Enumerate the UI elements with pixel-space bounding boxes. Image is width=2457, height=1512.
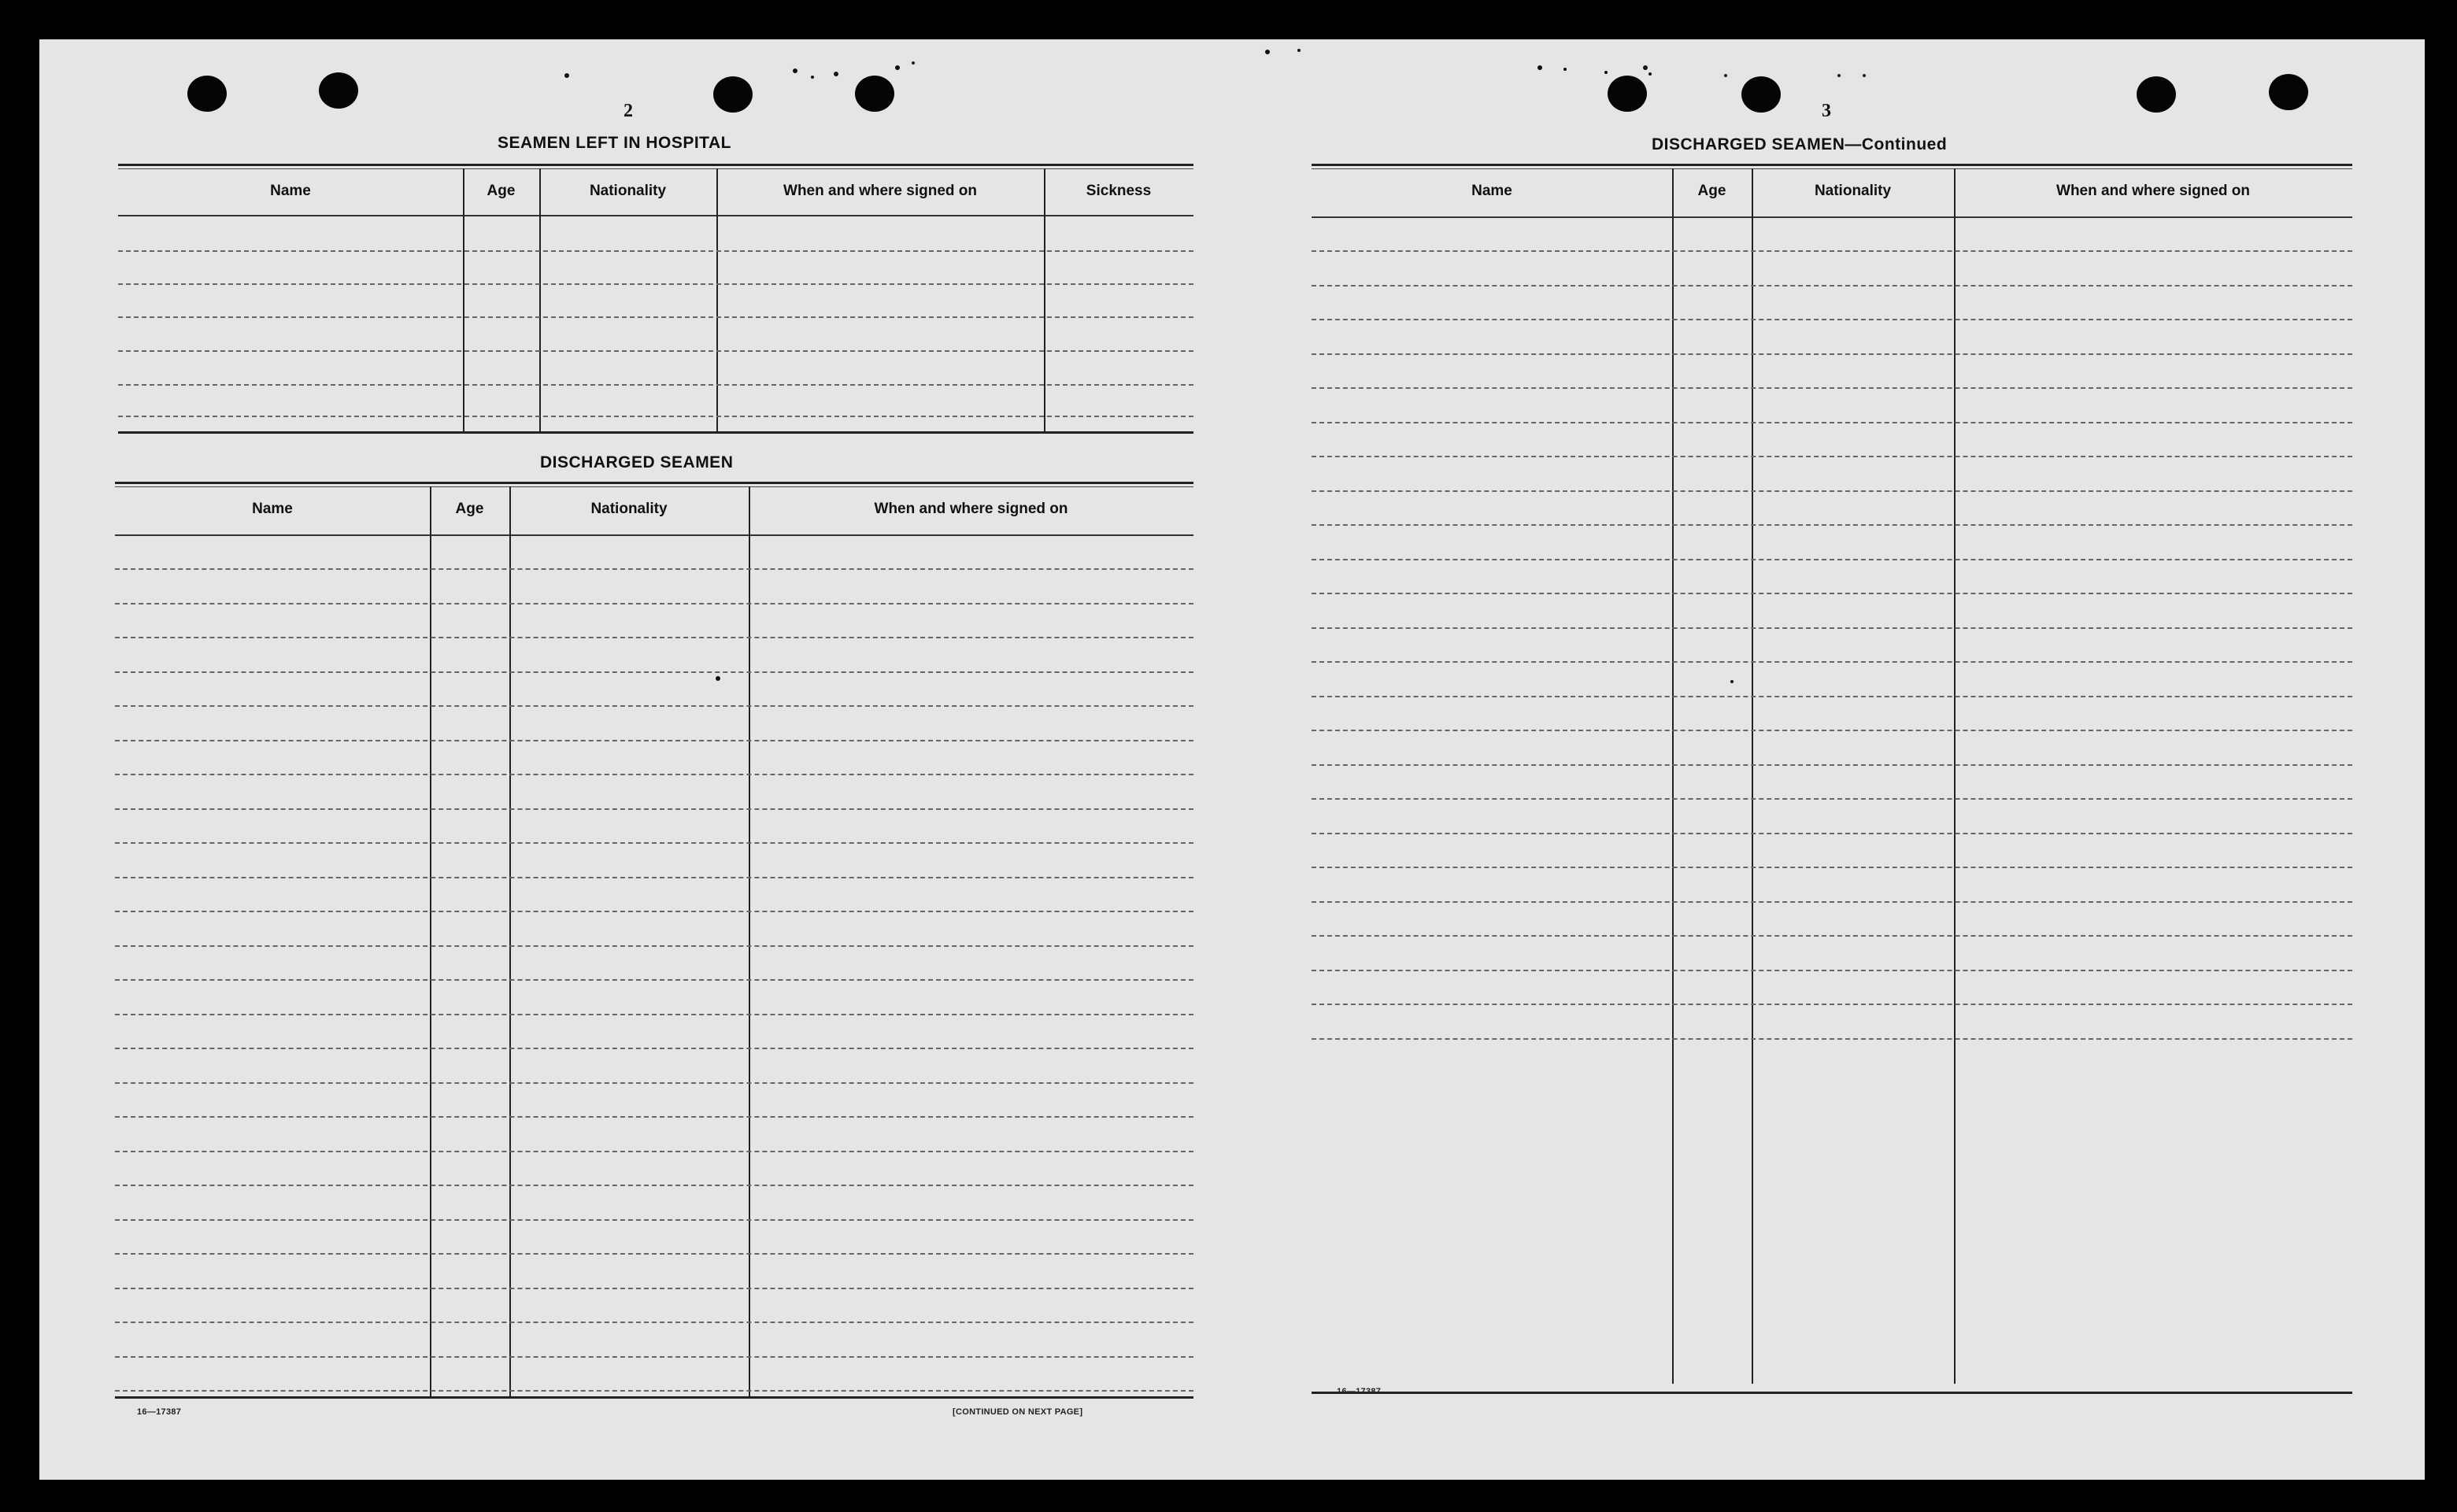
- table-row-line: [1312, 524, 2352, 526]
- table-row-line: [115, 1185, 1193, 1186]
- table-row-line: [115, 1048, 1193, 1049]
- left-page-number: 2: [624, 101, 633, 121]
- discharged-col-age: Age: [455, 501, 484, 517]
- table-row-line: [1312, 833, 2352, 834]
- table-row-line: [115, 774, 1193, 775]
- table-row-line: [115, 1356, 1193, 1358]
- table-row-line: [115, 1082, 1193, 1084]
- hospital-section-title: SEAMEN LEFT IN HOSPITAL: [498, 134, 731, 152]
- table-row-line: [115, 945, 1193, 947]
- form-sheet: [39, 39, 2425, 1480]
- continued-col-name: Name: [1471, 183, 1512, 199]
- hospital-col-age: Age: [487, 183, 516, 199]
- table-row-line: [115, 911, 1193, 912]
- continued-suffix: —Continued: [1845, 135, 1948, 153]
- table-row-line: [1312, 490, 2352, 492]
- continued-col-age: Age: [1697, 183, 1726, 199]
- table-row-line: [1312, 1004, 2352, 1005]
- table-row-line: [115, 1116, 1193, 1118]
- table-row-line: [1312, 250, 2352, 252]
- table-row-line: [115, 979, 1193, 981]
- table-row-line: [1312, 422, 2352, 423]
- continued-note: [CONTINUED ON NEXT PAGE]: [953, 1407, 1083, 1417]
- punch-hole: [2269, 74, 2308, 110]
- table-row-line: [115, 1014, 1193, 1015]
- table-row-line: [1312, 593, 2352, 594]
- hospital-col-name: Name: [270, 183, 311, 199]
- hospital-table: [118, 164, 1193, 471]
- discharged-col-name: Name: [252, 501, 293, 517]
- table-row-line: [1312, 696, 2352, 697]
- discharged-table-right: [1312, 164, 2352, 1439]
- table-row-line: [1312, 661, 2352, 663]
- table-row-line: [115, 740, 1193, 741]
- hospital-col-nationality: Nationality: [589, 183, 667, 199]
- right-form-number: 16—17387: [1337, 1387, 1382, 1396]
- discharged-table-left: [115, 482, 1193, 1442]
- table-row-line: [115, 603, 1193, 604]
- table-row-line: [1312, 730, 2352, 731]
- table-row-line: [115, 808, 1193, 810]
- punch-hole: [319, 72, 358, 109]
- discharged-continued-title: [1652, 135, 1947, 154]
- table-row-line: [115, 568, 1193, 570]
- table-row-line: [1312, 387, 2352, 389]
- hospital-col-signed-on: When and where signed on: [783, 183, 977, 199]
- table-row-line: [1312, 935, 2352, 937]
- table-row-line: [1312, 285, 2352, 287]
- table-row-line: [1312, 319, 2352, 320]
- table-row-line: [1312, 867, 2352, 868]
- table-row-line: [115, 877, 1193, 878]
- table-row-line: [115, 1219, 1193, 1221]
- punch-hole: [855, 76, 894, 112]
- table-row-line: [1312, 456, 2352, 457]
- table-row-line: [115, 1390, 1193, 1392]
- discharged-title-main: DISCHARGED SEAMEN: [1652, 135, 1845, 153]
- table-row-line: [1312, 901, 2352, 903]
- table-row-line: [115, 671, 1193, 673]
- hospital-col-sickness: Sickness: [1086, 183, 1152, 199]
- continued-col-nationality: Nationality: [1814, 183, 1892, 199]
- continued-col-signed-on: When and where signed on: [2056, 183, 2250, 199]
- table-row-line: [115, 705, 1193, 707]
- table-row-line: [115, 1253, 1193, 1255]
- table-row-line: [115, 1151, 1193, 1152]
- table-row-line: [115, 637, 1193, 638]
- discharged-section-title: DISCHARGED SEAMEN: [540, 453, 734, 471]
- left-form-number: 16—17387: [137, 1407, 182, 1417]
- punch-hole: [187, 76, 227, 112]
- punch-hole: [2137, 76, 2176, 113]
- table-row-line: [1312, 970, 2352, 971]
- table-row-line: [115, 842, 1193, 844]
- table-row-line: [1312, 798, 2352, 800]
- table-row-line: [1312, 559, 2352, 560]
- discharged-col-signed-on: When and where signed on: [874, 501, 1068, 517]
- table-row-line: [115, 1322, 1193, 1323]
- table-row-line: [115, 1288, 1193, 1289]
- punch-hole: [1741, 76, 1781, 113]
- discharged-col-nationality: Nationality: [590, 501, 668, 517]
- table-row-line: [1312, 353, 2352, 355]
- table-row-line: [1312, 1038, 2352, 1040]
- punch-hole: [1608, 76, 1647, 112]
- punch-hole: [713, 76, 753, 113]
- table-row-line: [1312, 627, 2352, 629]
- table-row-line: [1312, 764, 2352, 766]
- right-page-number: 3: [1822, 101, 1831, 121]
